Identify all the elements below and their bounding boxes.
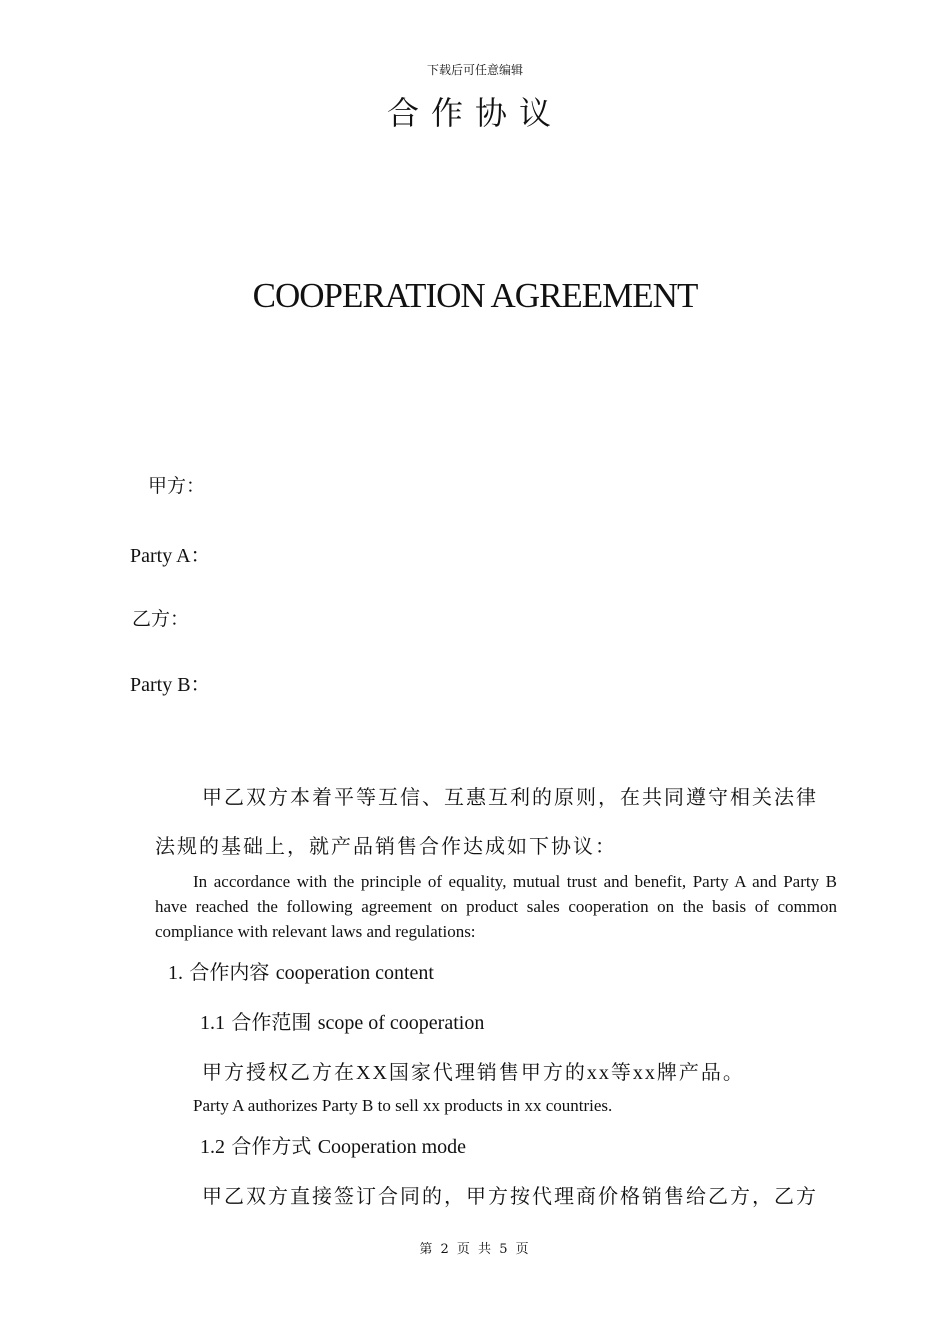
section-1-1-body-en-b: xx xyxy=(586,1062,611,1084)
section-1-2-body-cn: 甲乙双方直接签订合同的，甲方按代理商价格销售给乙方，乙方 xyxy=(202,1184,818,1208)
section-1-2-title-cn: 合作方式 xyxy=(231,1134,312,1158)
section-1-title-cn: 合作内容 xyxy=(189,960,270,984)
section-1-1-body-cn-a: 甲方授权乙方在 xyxy=(202,1060,356,1084)
section-1-1-title-cn: 合作范围 xyxy=(231,1010,312,1034)
document-title-en: COOPERATION AGREEMENT xyxy=(252,276,698,315)
section-1-number: 1. xyxy=(168,962,183,984)
section-1-2-heading xyxy=(200,1130,466,1159)
section-1-1-body-cn-d: 牌产品。 xyxy=(656,1060,745,1084)
preamble-en: In accordance with the principle of equality, mutual trust and benefit, Party A and Party B have reached the following agreement on product sales cooperation on the basis of common compliance with relevant laws and regulations: xyxy=(155,872,837,941)
section-1-heading xyxy=(168,956,434,985)
section-1-2-number: 1.2 xyxy=(200,1136,225,1158)
party-b-label-cn: 乙方： xyxy=(132,608,190,630)
section-1-1-body-en-a: XX xyxy=(356,1062,389,1084)
section-1-2-title-en: Cooperation mode xyxy=(317,1136,467,1158)
section-1-1-heading xyxy=(200,1006,484,1035)
section-1-1-number: 1.1 xyxy=(200,1012,225,1034)
section-1-1-body-cn-b: 国家代理销售甲方的 xyxy=(388,1060,587,1084)
section-1-1-body-cn-c: 等 xyxy=(610,1060,633,1084)
section-1-1-title-en: scope of cooperation xyxy=(317,1012,485,1034)
document-title-cn: 合作协议 xyxy=(386,94,563,132)
preamble-cn-line2: 法规的基础上，就产品销售合作达成如下协议： xyxy=(155,834,617,858)
preamble-cn-line1: 甲乙双方本着平等互信、互惠互利的原则，在共同遵守相关法律 xyxy=(202,785,818,809)
section-1-1-body-en-c: xx xyxy=(632,1062,657,1084)
section-1-title-en: cooperation content xyxy=(275,962,434,984)
party-a-label-en: Party A： xyxy=(130,545,211,567)
party-a-label-cn: 甲方： xyxy=(148,475,206,497)
section-1-1-body-cn xyxy=(202,1056,745,1085)
page-footer: 第 2 页 共 5 页 xyxy=(419,1242,531,1257)
party-b-label-en: Party B： xyxy=(130,674,211,696)
header-note: 下载后可任意编辑 xyxy=(426,63,523,77)
section-1-1-body-en: Party A authorizes Party B to sell xx products in xx countries. xyxy=(193,1096,613,1115)
